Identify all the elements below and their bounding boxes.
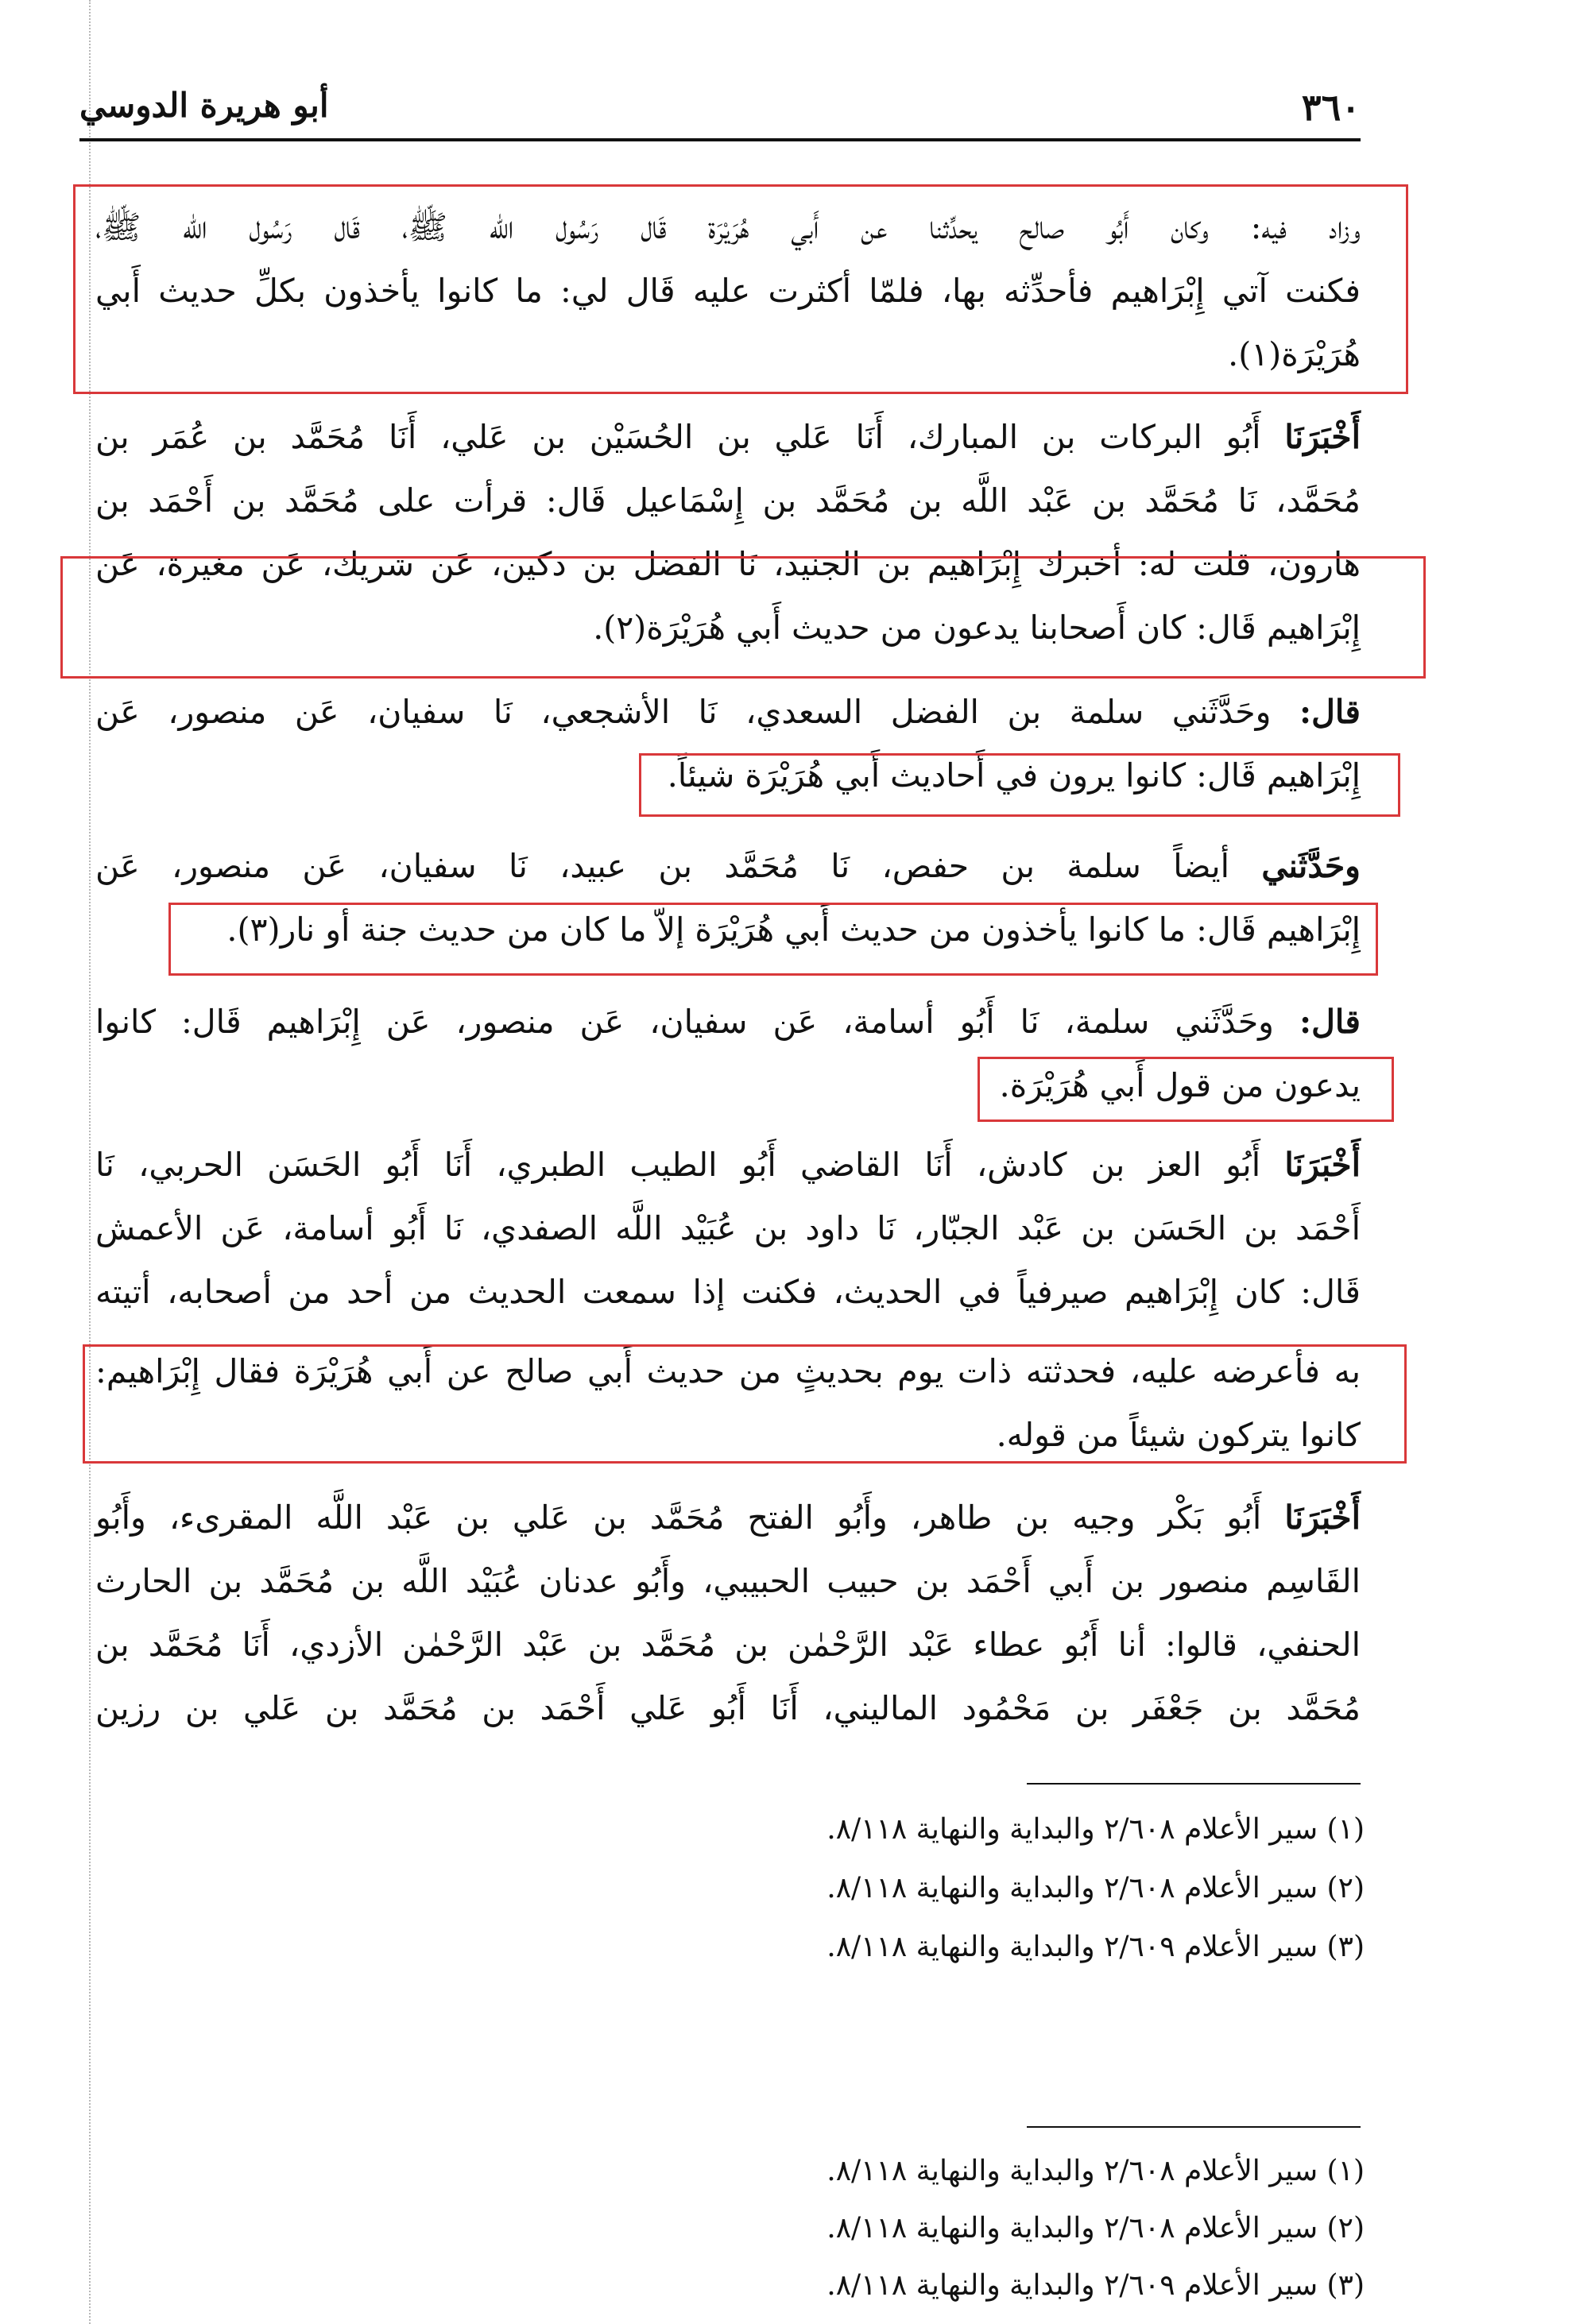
- highlight-box: [639, 753, 1400, 817]
- text-line: إِبْرَاهيم قَال: ما كانوا يأخذون من حديث أَبي هُرَيْرَة إلاّ ما كان من حديث جنة أو نار(٣).: [226, 911, 1361, 949]
- running-title: أبو هريرة الدوسي: [79, 86, 329, 125]
- footnote-rule: [1027, 1783, 1361, 1785]
- qala-keyword: قال:: [1299, 693, 1361, 731]
- text-line: به فأعرضه عليه، فحدثته ذات يوم بحديثٍ من حديث أَبي صالح عن أَبي هُرَيْرَة فقال إِبْرَاهيم:: [95, 1352, 1361, 1390]
- text-line: [95, 1494, 1361, 1541]
- footnote: (٣) سير الأعلام ٢/٦٠٩ والبداية والنهاية ٨/١١٨.: [827, 2269, 1365, 2302]
- text-line: [95, 998, 1361, 1046]
- footnote: (٣) سير الأعلام ٢/٦٠٩ والبداية والنهاية ٨/١١٨.: [827, 1931, 1365, 1963]
- text-line: إِبْرَاهيم قَال: كان أَصحابنا يدعون من حديث أَبي هُرَيْرَة(٢).: [593, 609, 1361, 647]
- text-line: هُرَيْرَة(١).: [1228, 335, 1361, 373]
- text-line: إِبْرَاهيم قَال: كانوا يرون في أَحاديث أَبي هُرَيْرَة شيئاً.: [667, 756, 1361, 795]
- footnote: (١) سير الأعلام ٢/٦٠٨ والبداية والنهاية ٨/١١٨.: [827, 2155, 1365, 2187]
- text-run: أَبُو البركات بن المبارك، أَنَا عَلي بن الحُسَيْن بن عَلي، أَنَا مُحَمَّد بن عُمَر بن: [95, 418, 1261, 456]
- text-run: أَبُو بَكْر وجيه بن طاهر، وأَبُو الفتح مُحَمَّد بن عَلي بن عَبْد اللَّه المقرىء، وأَبُو: [95, 1498, 1262, 1537]
- text-line: القَاسِم منصور بن أَبي أَحْمَد بن حبيب الحبيبي، وأَبُو عدنان عُبَيْد اللَّه بن مُحَمَّد بن الحارث: [95, 1562, 1361, 1600]
- page-header: [79, 86, 1361, 143]
- text-line: كانوا يتركون شيئاً من قوله.: [996, 1416, 1361, 1454]
- footnote: (٢) سير الأعلام ٢/٦٠٨ والبداية والنهاية ٨/١١٨.: [827, 2212, 1365, 2245]
- text-line: يدعون من قول أَبي هُرَيْرَة.: [999, 1066, 1361, 1104]
- text-line: [95, 688, 1361, 736]
- text-line: [95, 1141, 1361, 1189]
- highlight-box: [978, 1057, 1394, 1122]
- text-run: وحَدَّثَني سلمة بن الفضل السعدي، نَا الأشجعي، نَا سفيان، عَن منصور، عَن: [95, 693, 1272, 731]
- text-line: الحنفي، قالوا: أنا أَبُو عطاء عَبْد الرَّحْمٰن بن مُحَمَّد بن عَبْد الرَّحْمٰن الأزدي، أَنَا مُحَمَّد بن: [95, 1626, 1361, 1664]
- text-run: أَبُو العز بن كادش، أَنَا القاضي أَبُو الطيب الطبري، أَنَا أَبُو الحَسَن الحربي، نَا: [95, 1146, 1261, 1184]
- text-line: هارون، قلت له: أخبرك إِبْرَاهيم بن الجنيد، نَا الفضل بن دكين، عَن شريك، عَن مغيرة، عَن: [95, 545, 1361, 583]
- akhbarana-keyword: أَخْبَرَنَا: [1284, 418, 1361, 456]
- text-line: مُحَمَّد بن جَعْفَر بن مَحْمُود الماليني، أَنَا أَبُو عَلي أَحْمَد بن مُحَمَّد بن عَلي بن رزين: [95, 1689, 1361, 1727]
- text-run: أيضاً سلمة بن حفص، نَا مُحَمَّد بن عبيد، نَا سفيان، عَن منصور، عَن: [95, 847, 1230, 885]
- text-line: أَحْمَد بن الحَسَن بن عَبْد الجبّار، نَا داود بن عُبَيْد اللَّه الصفدي، نَا أَبُو أسامة، عَن الأعمش: [95, 1209, 1361, 1247]
- highlight-box: [73, 184, 1408, 394]
- header-rule: [79, 138, 1361, 141]
- highlight-box: [83, 1344, 1407, 1464]
- text-line: وزاد فيه: وكان أَبُو صالح يحدِّثنا عن أَبي هُرَيْرَة قَال رَسُول الله ﷺ، قَال رَسُول الله ﷺ،: [95, 208, 1361, 246]
- text-line: [95, 842, 1361, 890]
- footnote: (٢) سير الأعلام ٢/٦٠٨ والبداية والنهاية ٨/١١٨.: [827, 1872, 1365, 1904]
- text-line: فكنت آتي إِبْرَاهيم فأحدِّثه بها، فلمّا أكثرت عليه قَال لي: ما كانوا يأخذون بكلِّ حديث أَبي: [95, 272, 1361, 310]
- text-run: وحَدَّثَني سلمة، نَا أَبُو أسامة، عَن سفيان، عَن منصور، عَن إِبْرَاهيم قَال: كانوا: [95, 1003, 1274, 1041]
- text-line: مُحَمَّد، نَا مُحَمَّد بن عَبْد اللَّه بن مُحَمَّد بن إِسْمَاعيل قَال: قرأت على مُحَمَّد بن أَحْمَد بن: [95, 481, 1361, 520]
- page-number: ٣٦٠: [1301, 86, 1361, 129]
- text-line: [95, 413, 1361, 461]
- highlight-box: [60, 556, 1426, 679]
- qala-keyword: قال:: [1299, 1003, 1361, 1041]
- footnote: (١) سير الأعلام ٢/٦٠٨ والبداية والنهاية ٨/١١٨.: [827, 1813, 1365, 1846]
- highlight-box: [168, 903, 1378, 976]
- footnote-rule: [1027, 2126, 1361, 2128]
- akhbarana-keyword: أَخْبَرَنَا: [1284, 1146, 1361, 1184]
- haddathani-keyword: وحَدَّثَني: [1261, 847, 1361, 885]
- text-line: قَال: كان إِبْرَاهيم صيرفياً في الحديث، فكنت إذا سمعت الحديث من أحد من أصحابه، أتيته: [95, 1273, 1361, 1311]
- akhbarana-keyword: أَخْبَرَنَا: [1284, 1498, 1361, 1537]
